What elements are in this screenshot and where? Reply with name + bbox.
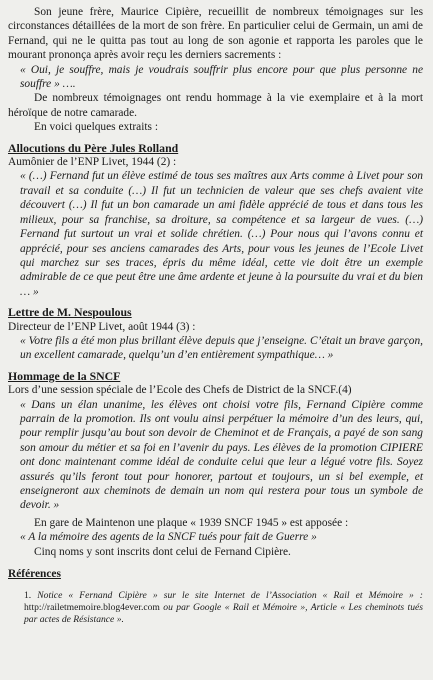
- note-text-tail: ou par Google « Rail et Mémoire », Article « Les cheminots tués par actes de Résistance ».: [24, 602, 423, 625]
- section-heading: Lettre de M. Nespoulous: [8, 305, 132, 320]
- section-nespoulous: [8, 305, 423, 363]
- section-heading: Hommage de la SNCF: [8, 368, 121, 383]
- section-subtitle: Directeur de l’ENP Livet, août 1944 (3) :: [8, 320, 196, 333]
- note-number: 1.: [24, 590, 32, 602]
- section-quote: « Votre fils a été mon plus brillant élève depuis que j’enseigne. C’était un brave garçon, un excellent camarade, quelqu’un d’en entièrement sympathique… »: [20, 334, 423, 362]
- section-quote: « Dans un élan unanime, les élèves ont choisi votre fils, Fernand Cipière comme parrain de la promotion. Ils ont voulu ainsi perpétuer la mémoire d’un des leurs, qui, pour remplir jusqu’au bout son devoir de Cheminot et de Français, a payé de son sang son amour du métier et sa foi en l’avenir du pays. Les élèves de la promotion CIPIERE ont donc maintenant comme idéal de conduite celui que leur a légué votre fils. Soyez assurés qu’ils feront tout pour honorer, partout et toujours, un si bel exemple, et enseigneront aux cheminots de demain un nom qui restera pour tous un symbole de devoir. »: [20, 398, 423, 512]
- intro-quote: « Oui, je souffre, mais je voudrais souffrir plus encore pour que plus personne ne souffre » ….: [20, 63, 423, 91]
- section-sncf: [8, 369, 423, 513]
- note-text: Notice « Fernand Cipière » sur le site Internet de l’Association « Rail et Mémoire » :: [37, 590, 423, 602]
- reference-note: [8, 590, 423, 625]
- plaque-quote: « A la mémoire des agents de la SNCF tués pour fait de Guerre »: [20, 531, 317, 544]
- note-url-link[interactable]: http://railetmemoire.blog4ever.com: [24, 602, 160, 614]
- intro-paragraph: Son jeune frère, Maurice Cipière, recueillit de nombreux témoignages sur les circonstances détaillées de la mort de son frère. En particulier celui de Germain, un ami de Fernand, qui ne le quitta pas tout au long de son agonie et rapporta les paroles que le mourant prononça après avoir reçu les derniers sacrements :: [8, 6, 423, 62]
- tribute-paragraph: De nombreux témoignages ont rendu hommage à la vie exemplaire et à la mort héroïque de notre camarade.: [8, 92, 423, 119]
- section-subtitle: Lors d’une session spéciale de l’Ecole des Chefs de District de la SNCF.(4): [8, 384, 352, 397]
- references-heading: Références: [8, 568, 61, 581]
- section-heading: Allocutions du Père Jules Rolland: [8, 140, 179, 155]
- plaque-paragraph: En gare de Maintenon une plaque « 1939 SNCF 1945 » est apposée :: [34, 516, 349, 529]
- plaque-names: Cinq noms y sont inscrits dont celui de Fernand Cipière.: [34, 545, 291, 558]
- extracts-intro: En voici quelques extraits :: [34, 121, 159, 134]
- section-quote: « (…) Fernand fut un élève estimé de tous ses maîtres aux Arts comme à Livet pour son travail et sa conduite (…) Il fut un technicien de valeur que ses chefs avaient vite découvert (…) Il fut un bon camarade un ami fidèle apprécié de tous et dans tous les milieux, pour sa franchise, sa droiture, sa compétence et sa largeur de vues. (…) Fernand fut surtout un vrai et solide chrétien. (…) Pour nous qui l’avons connu et apprécié, pour ses anciens camarades des Arts, pour vous les jeunes de l’Ecole Livet qui marchez sur ses traces, épris du même idéal, cette vie doit être un exemple admirable de ce que peut être une âme ardente et jeune à la poursuite du vrai et du bien … »: [20, 170, 423, 298]
- section-subtitle: Aumônier de l’ENP Livet, 1944 (2) :: [8, 156, 177, 169]
- section-rolland: [8, 141, 423, 299]
